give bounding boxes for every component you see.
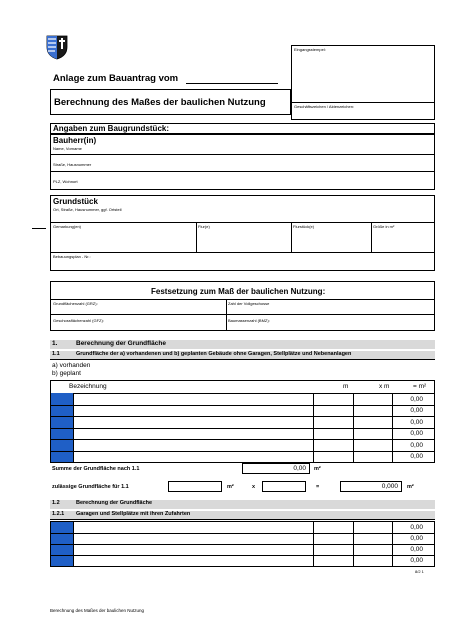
permitted-result-value: 0,000 bbox=[381, 483, 398, 490]
section-1-2-1-header bbox=[50, 511, 435, 520]
option-planned[interactable]: b) geplant bbox=[52, 370, 81, 377]
table-row-result[interactable]: 0,00 bbox=[410, 453, 423, 460]
name-label: Name, Vorname bbox=[53, 146, 82, 151]
plot-block bbox=[50, 195, 435, 271]
district-label: Gemarkung(en) bbox=[53, 224, 82, 229]
file-reference-box[interactable] bbox=[291, 102, 435, 120]
builder-block bbox=[50, 134, 435, 190]
builder-heading: Bauherr(in) bbox=[53, 136, 97, 145]
section-1-2-title: Berechnung der Grundfläche bbox=[76, 500, 153, 506]
plot-heading: Grundstück bbox=[53, 197, 98, 206]
column-header-m: m bbox=[343, 383, 349, 390]
street-field[interactable] bbox=[51, 171, 434, 172]
property-heading-box bbox=[50, 123, 435, 134]
document-title: Berechnung des Maßes der baulichen Nutzung bbox=[54, 97, 266, 108]
column-header-equals-sqm: = m² bbox=[413, 383, 427, 390]
table-row-result[interactable]: 0,00 bbox=[410, 524, 423, 531]
sum-value: 0,00 bbox=[293, 465, 306, 472]
table-row-result[interactable]: 0,00 bbox=[410, 419, 423, 426]
section-1-2-1-number: 1.2.1 bbox=[52, 511, 65, 517]
times-sign: x bbox=[252, 484, 256, 490]
table-row-result[interactable]: 0,00 bbox=[410, 546, 423, 553]
section-1-1-number: 1.1 bbox=[52, 351, 60, 357]
floor-area-table bbox=[50, 380, 435, 463]
page-reference: 8/2 1 bbox=[415, 569, 424, 574]
stamp-box bbox=[291, 45, 435, 103]
section-1-2-header bbox=[50, 500, 435, 509]
property-heading: Angaben zum Baugrundstück: bbox=[53, 124, 170, 133]
permitted-area-unit: m² bbox=[227, 484, 234, 490]
footer-text: Berechnung des Maßes der baulichen Nutzung bbox=[50, 608, 145, 613]
section-1-1-title: Grundfläche der a) vorhandenen und b) geplanten Gebäude ohne Garagen, Stellplätze und Nebenanlagen bbox=[76, 351, 352, 357]
sum-label: Summe der Grundfläche nach 1.1 bbox=[52, 466, 140, 472]
section-1-header bbox=[50, 340, 435, 349]
section-1-title: Berechnung der Grundfläche bbox=[76, 340, 166, 347]
table-row-result[interactable]: 0,00 bbox=[410, 535, 423, 542]
grz-factor-input[interactable] bbox=[262, 481, 306, 492]
zoning-heading: Festsetzung zum Maß der baulichen Nutzung: bbox=[151, 287, 326, 296]
sum-unit: m² bbox=[314, 466, 321, 472]
column-header-label: Bezeichnung bbox=[69, 383, 107, 390]
table-row-result[interactable]: 0,00 bbox=[410, 442, 423, 449]
column-header-times-m: x m bbox=[379, 383, 390, 390]
plot-address-label: Ort, Straße, Hausnummer, ggf. Ortsteil bbox=[53, 207, 122, 212]
file-reference-label: Geschäftszeichen / Aktenzeichen: bbox=[294, 104, 355, 109]
date-input-line[interactable] bbox=[186, 83, 278, 84]
option-existing[interactable]: a) vorhanden bbox=[52, 362, 91, 369]
city-label: PLZ, Wohnort bbox=[53, 179, 78, 184]
area-size-label: Größe in m² bbox=[373, 224, 395, 229]
sum-field[interactable] bbox=[242, 463, 310, 474]
section-1-1-header bbox=[50, 351, 435, 360]
street-label: Straße, Hausnummer bbox=[53, 162, 92, 167]
section-1-2-number: 1.2 bbox=[52, 500, 60, 506]
document-title-box bbox=[50, 89, 291, 115]
table-row-result[interactable]: 0,00 bbox=[410, 430, 423, 437]
equals-sign: = bbox=[316, 484, 320, 490]
table-row-result[interactable]: 0,00 bbox=[410, 407, 423, 414]
garage-table bbox=[50, 521, 435, 567]
grz-label: Grundflächenzahl (GRZ): bbox=[53, 301, 98, 306]
coat-of-arms-logo bbox=[46, 34, 68, 60]
bmz-label: Baumassenzahl (BMZ): bbox=[228, 318, 270, 323]
stamp-label: Eingangsstempel: bbox=[294, 47, 326, 52]
table-row-result[interactable]: 0,00 bbox=[410, 396, 423, 403]
parcel-section-label: Flur(e) bbox=[198, 224, 210, 229]
table-row-result[interactable]: 0,00 bbox=[410, 557, 423, 564]
margin-mark bbox=[32, 228, 46, 229]
permitted-area-label: zulässige Grundfläche für 1.1 bbox=[52, 484, 129, 490]
section-1-number: 1. bbox=[52, 340, 58, 347]
storeys-label: Zahl der Vollgeschosse bbox=[228, 301, 270, 306]
parcel-number-label: Flurstück(e) bbox=[293, 224, 315, 229]
gfz-label: Geschossflächenzahl (GFZ): bbox=[53, 318, 104, 323]
zoning-block bbox=[50, 281, 435, 331]
application-title: Anlage zum Bauantrag vom bbox=[53, 73, 179, 84]
development-plan-label: Bebauungsplan - Nr.: bbox=[53, 254, 91, 259]
permitted-area-input[interactable] bbox=[168, 481, 222, 492]
permitted-result-unit: m² bbox=[407, 484, 414, 490]
name-field[interactable] bbox=[51, 154, 434, 155]
permitted-result-field[interactable] bbox=[340, 481, 402, 492]
section-1-2-1-title: Garagen und Stellplätze mit ihren Zufahrten bbox=[76, 511, 191, 517]
